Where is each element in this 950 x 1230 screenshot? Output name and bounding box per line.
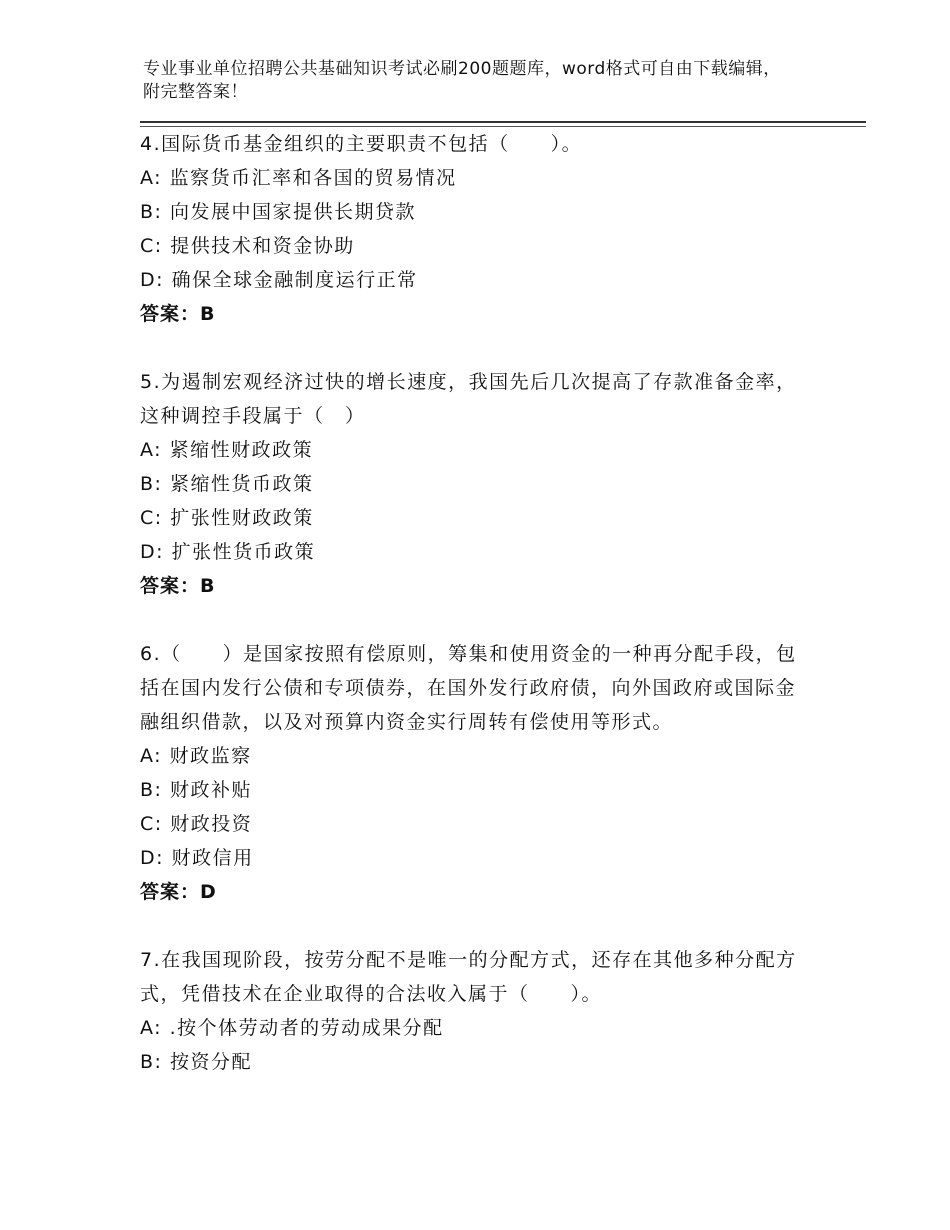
option-c: C: 财政投资	[140, 813, 253, 835]
question-7	[140, 943, 800, 1079]
option-a: A: 财政监察	[140, 745, 252, 767]
answer: 答案：D	[140, 881, 217, 903]
option-a: A: 紧缩性财政政策	[140, 439, 314, 461]
option-b: B: 财政补贴	[140, 779, 252, 801]
answer: 答案：B	[140, 575, 216, 597]
option-d: D: 财政信用	[140, 847, 254, 869]
option-c: C: 扩张性财政政策	[140, 507, 314, 529]
answer: 答案：B	[140, 303, 216, 325]
question-4	[140, 127, 800, 331]
question-5	[140, 365, 800, 603]
question-text: 7.在我国现阶段，按劳分配不是唯一的分配方式，还存在其他多种分配方式，凭借技术在企业取得的合法收入属于（ ）。	[140, 949, 797, 1005]
question-text: 5.为遏制宏观经济过快的增长速度，我国先后几次提高了存款准备金率，这种调控手段属于（ ）	[140, 371, 797, 427]
option-b: B: 按资分配	[140, 1051, 252, 1073]
option-c: C: 提供技术和资金协助	[140, 235, 355, 257]
option-d: D: 扩张性货币政策	[140, 541, 316, 563]
question-list	[140, 127, 800, 1079]
page-header: 专业事业单位招聘公共基础知识考试必刷200题题库，word格式可自由下载编辑，附完整答案！	[143, 59, 781, 102]
option-d: D: 确保全球金融制度运行正常	[140, 269, 418, 291]
question-6	[140, 637, 800, 909]
header-rule-thick	[140, 121, 866, 123]
question-text: 6.（ ）是国家按照有偿原则，筹集和使用资金的一种再分配手段，包括在国内发行公债和专项债券，在国外发行政府债，向外国政府或国际金融组织借款，以及对预算内资金实行周转有偿使用等形式。	[140, 643, 797, 733]
option-b: B: 紧缩性货币政策	[140, 473, 314, 495]
question-text: 4.国际货币基金组织的主要职责不包括（ ）。	[140, 133, 583, 155]
option-a: A: .按个体劳动者的劳动成果分配	[140, 1017, 444, 1039]
option-a: A: 监察货币汇率和各国的贸易情况	[140, 167, 457, 189]
option-b: B: 向发展中国家提供长期贷款	[140, 201, 416, 223]
